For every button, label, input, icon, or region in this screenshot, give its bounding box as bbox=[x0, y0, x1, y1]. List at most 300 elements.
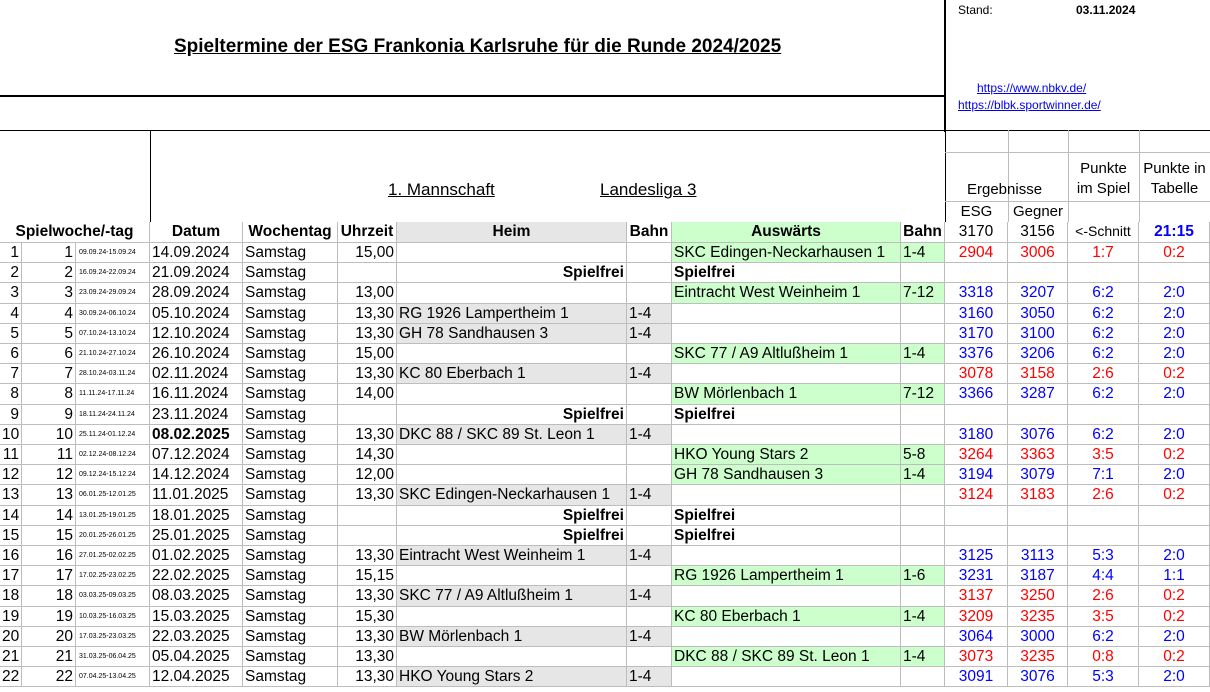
bahn-aus-cell: 7-12 bbox=[901, 283, 945, 304]
spielwoche-cell: 2 bbox=[0, 263, 22, 283]
punkte-tabelle-cell: 2:0 bbox=[1139, 465, 1210, 485]
bahn-aus-cell bbox=[901, 506, 945, 526]
week-range-cell: 07.04.25-13.04.25 bbox=[76, 667, 150, 687]
time-cell: 15,00 bbox=[338, 243, 397, 263]
esg-score-cell: 3137 bbox=[945, 586, 1008, 607]
weekday-cell: Samstag bbox=[243, 586, 338, 607]
punkte-tabelle-cell bbox=[1139, 506, 1210, 526]
bahn-heim-cell: 1-4 bbox=[627, 485, 672, 506]
auswaerts-cell: SKC 77 / A9 Altlußheim 1 bbox=[672, 344, 901, 364]
spieltag-cell: 21 bbox=[22, 647, 76, 667]
heim-cell: SKC 77 / A9 Altlußheim 1 bbox=[397, 586, 627, 607]
auswaerts-cell bbox=[672, 485, 901, 506]
spielwoche-cell: 7 bbox=[0, 364, 22, 384]
date-cell: 14.12.2024 bbox=[150, 465, 243, 485]
punkte-tabelle-line1: Punkte in bbox=[1143, 160, 1206, 177]
spielwoche-cell: 22 bbox=[0, 667, 22, 687]
punkte-spiel-cell bbox=[1068, 263, 1139, 283]
week-range-cell: 16.09.24-22.09.24 bbox=[76, 263, 150, 283]
col-spielwoche: Spielwoche/-tag bbox=[0, 222, 150, 243]
punkte-spiel-cell bbox=[1068, 405, 1139, 425]
bahn-heim-cell bbox=[627, 445, 672, 465]
heim-cell: KC 80 Eberbach 1 bbox=[397, 364, 627, 384]
week-range-cell: 09.12.24-15.12.24 bbox=[76, 465, 150, 485]
punkte-spiel-cell: 6:2 bbox=[1068, 283, 1139, 304]
esg-score-cell bbox=[945, 263, 1008, 283]
punkte-tabelle-cell bbox=[1139, 263, 1210, 283]
col-auswaerts: Auswärts bbox=[672, 222, 901, 243]
punkte-tabelle-line2: Tabelle bbox=[1150, 180, 1199, 197]
gegner-score-cell: 3000 bbox=[1008, 627, 1068, 647]
bahn-aus-cell bbox=[901, 425, 945, 445]
date-cell: 15.03.2025 bbox=[150, 607, 243, 627]
time-cell: 13,30 bbox=[338, 647, 397, 667]
spielwoche-cell: 19 bbox=[0, 607, 22, 627]
spielwoche-cell: 18 bbox=[0, 586, 22, 607]
spielwoche-cell: 15 bbox=[0, 526, 22, 546]
col-datum: Datum bbox=[150, 222, 243, 243]
weekday-cell: Samstag bbox=[243, 263, 338, 283]
punkte-spiel-cell: 5:3 bbox=[1068, 546, 1139, 566]
bahn-heim-cell: 1-4 bbox=[627, 364, 672, 384]
col-uhrzeit: Uhrzeit bbox=[338, 222, 397, 243]
spieltag-cell: 11 bbox=[22, 445, 76, 465]
punkte-spiel-cell: 6:2 bbox=[1068, 304, 1139, 324]
spielwoche-cell: 20 bbox=[0, 627, 22, 647]
auswaerts-cell bbox=[672, 324, 901, 344]
week-range-cell: 27.01.25-02.02.25 bbox=[76, 546, 150, 566]
col-wochentag: Wochentag bbox=[243, 222, 338, 243]
spieltag-cell: 20 bbox=[22, 627, 76, 647]
punkte-spiel-cell: 6:2 bbox=[1068, 384, 1139, 405]
spieltag-cell: 3 bbox=[22, 283, 76, 304]
esg-score-cell: 3064 bbox=[945, 627, 1008, 647]
gegner-score-cell bbox=[1008, 405, 1068, 425]
spieltag-cell: 22 bbox=[22, 667, 76, 687]
spielwoche-cell: 9 bbox=[0, 405, 22, 425]
heim-cell bbox=[397, 607, 627, 627]
spieltag-cell: 12 bbox=[22, 465, 76, 485]
bahn-heim-cell: 1-4 bbox=[627, 324, 672, 344]
bahn-heim-cell bbox=[627, 243, 672, 263]
auswaerts-cell: HKO Young Stars 2 bbox=[672, 445, 901, 465]
week-range-cell: 23.09.24-29.09.24 bbox=[76, 283, 150, 304]
esg-header: ESG bbox=[960, 203, 993, 220]
week-range-cell: 10.03.25-16.03.25 bbox=[76, 607, 150, 627]
heim-cell: Spielfrei bbox=[397, 263, 627, 283]
auswaerts-cell: DKC 88 / SKC 89 St. Leon 1 bbox=[672, 647, 901, 667]
time-cell: 14,00 bbox=[338, 384, 397, 405]
bahn-aus-cell: 1-4 bbox=[901, 607, 945, 627]
gegner-score-cell: 3363 bbox=[1008, 445, 1068, 465]
punkte-tabelle-cell: 0:2 bbox=[1139, 607, 1210, 627]
gegner-score-cell: 3079 bbox=[1008, 465, 1068, 485]
bahn-aus-cell bbox=[901, 405, 945, 425]
weekday-cell: Samstag bbox=[243, 485, 338, 506]
spielwoche-cell: 1 bbox=[0, 243, 22, 263]
bahn-heim-cell bbox=[627, 283, 672, 304]
punkte-tabelle-cell: 2:0 bbox=[1139, 546, 1210, 566]
date-cell: 23.11.2024 bbox=[150, 405, 243, 425]
spieltag-cell: 19 bbox=[22, 607, 76, 627]
spieltag-cell: 16 bbox=[22, 546, 76, 566]
spieltag-cell: 7 bbox=[22, 364, 76, 384]
punkte-tabelle-cell: 0:2 bbox=[1139, 647, 1210, 667]
weekday-cell: Samstag bbox=[243, 243, 338, 263]
esg-score-cell: 3091 bbox=[945, 667, 1008, 687]
time-cell: 12,00 bbox=[338, 465, 397, 485]
weekday-cell: Samstag bbox=[243, 546, 338, 566]
spielwoche-cell: 13 bbox=[0, 485, 22, 506]
bahn-heim-cell: 1-4 bbox=[627, 586, 672, 607]
gegner-score-cell: 3050 bbox=[1008, 304, 1068, 324]
time-cell: 13,30 bbox=[338, 304, 397, 324]
week-range-cell: 21.10.24-27.10.24 bbox=[76, 344, 150, 364]
spieltag-cell: 17 bbox=[22, 566, 76, 586]
bahn-aus-cell: 1-4 bbox=[901, 243, 945, 263]
week-range-cell: 06.01.25-12.01.25 bbox=[76, 485, 150, 506]
punkte-spiel-cell: 1:7 bbox=[1068, 243, 1139, 263]
weekday-cell: Samstag bbox=[243, 566, 338, 586]
bahn-aus-cell bbox=[901, 586, 945, 607]
spielwoche-cell: 5 bbox=[0, 324, 22, 344]
week-range-cell: 30.09.24-06.10.24 bbox=[76, 304, 150, 324]
esg-score-cell: 3125 bbox=[945, 546, 1008, 566]
bahn-aus-cell: 1-6 bbox=[901, 566, 945, 586]
date-cell: 22.03.2025 bbox=[150, 627, 243, 647]
heim-cell bbox=[397, 566, 627, 586]
time-cell: 13,30 bbox=[338, 324, 397, 344]
date-cell: 07.12.2024 bbox=[150, 445, 243, 465]
punkte-spiel-header bbox=[1068, 159, 1139, 199]
auswaerts-cell: GH 78 Sandhausen 3 bbox=[672, 465, 901, 485]
heim-cell: GH 78 Sandhausen 3 bbox=[397, 324, 627, 344]
time-cell: 13,00 bbox=[338, 283, 397, 304]
weekday-cell: Samstag bbox=[243, 445, 338, 465]
weekday-cell: Samstag bbox=[243, 283, 338, 304]
bahn-heim-cell bbox=[627, 526, 672, 546]
spielwoche-cell: 3 bbox=[0, 283, 22, 304]
heim-cell: Eintracht West Weinheim 1 bbox=[397, 546, 627, 566]
schnitt-label: <-Schnitt bbox=[1068, 222, 1139, 243]
heim-cell: BW Mörlenbach 1 bbox=[397, 627, 627, 647]
heim-cell bbox=[397, 243, 627, 263]
gegner-score-cell bbox=[1008, 506, 1068, 526]
stand-date: 03.11.2024 bbox=[1076, 3, 1136, 17]
heim-cell: SKC Edingen-Neckarhausen 1 bbox=[397, 485, 627, 506]
auswaerts-cell bbox=[672, 627, 901, 647]
time-cell bbox=[338, 506, 397, 526]
spieltag-cell: 2 bbox=[22, 263, 76, 283]
spielwoche-cell: 6 bbox=[0, 344, 22, 364]
date-cell: 14.09.2024 bbox=[150, 243, 243, 263]
weekday-cell: Samstag bbox=[243, 647, 338, 667]
date-cell: 12.10.2024 bbox=[150, 324, 243, 344]
gegner-score-cell: 3076 bbox=[1008, 425, 1068, 445]
heim-cell: DKC 88 / SKC 89 St. Leon 1 bbox=[397, 425, 627, 445]
punkte-spiel-cell: 2:6 bbox=[1068, 485, 1139, 506]
time-cell: 13,30 bbox=[338, 364, 397, 384]
weekday-cell: Samstag bbox=[243, 344, 338, 364]
esg-score-cell: 2904 bbox=[945, 243, 1008, 263]
bahn-heim-cell bbox=[627, 465, 672, 485]
punkte-spiel-cell: 6:2 bbox=[1068, 324, 1139, 344]
heim-cell: Spielfrei bbox=[397, 526, 627, 546]
auswaerts-cell bbox=[672, 364, 901, 384]
weekday-cell: Samstag bbox=[243, 405, 338, 425]
spieltag-cell: 4 bbox=[22, 304, 76, 324]
bahn-heim-cell: 1-4 bbox=[627, 627, 672, 647]
avg-esg: 3170 bbox=[945, 222, 1008, 243]
spielwoche-cell: 17 bbox=[0, 566, 22, 586]
esg-score-cell: 3194 bbox=[945, 465, 1008, 485]
punkte-spiel-cell: 6:2 bbox=[1068, 627, 1139, 647]
esg-score-cell: 3209 bbox=[945, 607, 1008, 627]
spieltag-cell: 1 bbox=[22, 243, 76, 263]
esg-score-cell: 3073 bbox=[945, 647, 1008, 667]
week-range-cell: 18.11.24-24.11.24 bbox=[76, 405, 150, 425]
punkte-spiel-cell: 6:2 bbox=[1068, 344, 1139, 364]
bahn-heim-cell: 1-4 bbox=[627, 546, 672, 566]
weekday-cell: Samstag bbox=[243, 465, 338, 485]
sportwinner-link[interactable]: https://blbk.sportwinner.de/ bbox=[958, 98, 1101, 112]
week-range-cell: 13.01.25-19.01.25 bbox=[76, 506, 150, 526]
punkte-tabelle-cell: 2:0 bbox=[1139, 344, 1210, 364]
punkte-tabelle-cell bbox=[1139, 405, 1210, 425]
spielwoche-cell: 12 bbox=[0, 465, 22, 485]
time-cell: 15,15 bbox=[338, 566, 397, 586]
stand-label: Stand: bbox=[958, 3, 993, 17]
bahn-aus-cell bbox=[901, 304, 945, 324]
punkte-tabelle-cell: 2:0 bbox=[1139, 304, 1210, 324]
heim-cell bbox=[397, 647, 627, 667]
weekday-cell: Samstag bbox=[243, 304, 338, 324]
punkte-tabelle-cell: 0:2 bbox=[1139, 586, 1210, 607]
auswaerts-cell bbox=[672, 304, 901, 324]
bahn-heim-cell bbox=[627, 263, 672, 283]
bahn-aus-cell bbox=[901, 485, 945, 506]
spielwoche-cell: 10 bbox=[0, 425, 22, 445]
gegner-score-cell bbox=[1008, 526, 1068, 546]
punkte-spiel-cell: 2:6 bbox=[1068, 364, 1139, 384]
week-range-cell: 17.03.25-23.03.25 bbox=[76, 627, 150, 647]
auswaerts-cell: Spielfrei bbox=[672, 405, 901, 425]
week-range-cell: 20.01.25-26.01.25 bbox=[76, 526, 150, 546]
punkte-spiel-cell bbox=[1068, 506, 1139, 526]
heim-cell: RG 1926 Lampertheim 1 bbox=[397, 304, 627, 324]
date-cell: 11.01.2025 bbox=[150, 485, 243, 506]
time-cell: 13,30 bbox=[338, 425, 397, 445]
date-cell: 26.10.2024 bbox=[150, 344, 243, 364]
punkte-tabelle-header bbox=[1139, 159, 1210, 199]
bahn-heim-cell bbox=[627, 405, 672, 425]
date-cell: 16.11.2024 bbox=[150, 384, 243, 405]
heim-cell bbox=[397, 344, 627, 364]
heim-cell bbox=[397, 283, 627, 304]
gegner-score-cell: 3187 bbox=[1008, 566, 1068, 586]
date-cell: 25.01.2025 bbox=[150, 526, 243, 546]
auswaerts-cell: BW Mörlenbach 1 bbox=[672, 384, 901, 405]
esg-score-cell bbox=[945, 405, 1008, 425]
team-name: 1. Mannschaft bbox=[388, 180, 495, 199]
gegner-score-cell: 3100 bbox=[1008, 324, 1068, 344]
bahn-aus-cell: 5-8 bbox=[901, 445, 945, 465]
spieltag-cell: 6 bbox=[22, 344, 76, 364]
spielwoche-cell: 8 bbox=[0, 384, 22, 405]
esg-score-cell bbox=[945, 506, 1008, 526]
week-range-cell: 11.11.24-17.11.24 bbox=[76, 384, 150, 405]
punkte-spiel-cell: 7:1 bbox=[1068, 465, 1139, 485]
esg-score-cell bbox=[945, 526, 1008, 546]
week-range-cell: 03.03.25-09.03.25 bbox=[76, 586, 150, 607]
week-range-cell: 09.09.24-15.09.24 bbox=[76, 243, 150, 263]
bahn-aus-cell: 1-4 bbox=[901, 344, 945, 364]
gegner-score-cell: 3158 bbox=[1008, 364, 1068, 384]
esg-score-cell: 3160 bbox=[945, 304, 1008, 324]
week-range-cell: 07.10.24-13.10.24 bbox=[76, 324, 150, 344]
auswaerts-cell: Eintracht West Weinheim 1 bbox=[672, 283, 901, 304]
weekday-cell: Samstag bbox=[243, 607, 338, 627]
auswaerts-cell: KC 80 Eberbach 1 bbox=[672, 607, 901, 627]
spieltag-cell: 13 bbox=[22, 485, 76, 506]
auswaerts-cell bbox=[672, 667, 901, 687]
bahn-aus-cell: 1-4 bbox=[901, 465, 945, 485]
date-cell: 05.10.2024 bbox=[150, 304, 243, 324]
bahn-aus-cell bbox=[901, 324, 945, 344]
time-cell: 15,00 bbox=[338, 344, 397, 364]
bahn-aus-cell: 7-12 bbox=[901, 384, 945, 405]
punkte-spiel-cell: 4:4 bbox=[1068, 566, 1139, 586]
spieltag-cell: 9 bbox=[22, 405, 76, 425]
weekday-cell: Samstag bbox=[243, 667, 338, 687]
punkte-tabelle-cell bbox=[1139, 526, 1210, 546]
bahn-heim-cell: 1-4 bbox=[627, 667, 672, 687]
gegner-score-cell: 3250 bbox=[1008, 586, 1068, 607]
esg-score-cell: 3231 bbox=[945, 566, 1008, 586]
time-cell: 13,30 bbox=[338, 667, 397, 687]
punkte-spiel-cell: 5:3 bbox=[1068, 667, 1139, 687]
date-cell: 28.09.2024 bbox=[150, 283, 243, 304]
auswaerts-cell bbox=[672, 546, 901, 566]
punkte-tabelle-cell: 0:2 bbox=[1139, 364, 1210, 384]
col-heim: Heim bbox=[397, 222, 627, 243]
nbkv-link[interactable]: https://www.nbkv.de/ bbox=[977, 81, 1087, 95]
spieltag-cell: 5 bbox=[22, 324, 76, 344]
date-cell: 05.04.2025 bbox=[150, 647, 243, 667]
spieltag-cell: 14 bbox=[22, 506, 76, 526]
bahn-heim-cell bbox=[627, 647, 672, 667]
time-cell: 13,30 bbox=[338, 586, 397, 607]
auswaerts-cell bbox=[672, 586, 901, 607]
league-name: Landesliga 3 bbox=[600, 180, 697, 199]
spieltag-cell: 15 bbox=[22, 526, 76, 546]
heim-cell bbox=[397, 465, 627, 485]
gegner-score-cell: 3183 bbox=[1008, 485, 1068, 506]
date-cell: 22.02.2025 bbox=[150, 566, 243, 586]
gegner-score-cell: 3006 bbox=[1008, 243, 1068, 263]
punkte-spiel-cell: 3:5 bbox=[1068, 607, 1139, 627]
date-cell: 12.04.2025 bbox=[150, 667, 243, 687]
ergebnisse-header: Ergebnisse bbox=[967, 181, 1043, 198]
spieltag-cell: 10 bbox=[22, 425, 76, 445]
weekday-cell: Samstag bbox=[243, 364, 338, 384]
gegner-score-cell bbox=[1008, 263, 1068, 283]
gegner-header: Gegner bbox=[1012, 203, 1064, 220]
time-cell bbox=[338, 405, 397, 425]
time-cell: 13,30 bbox=[338, 485, 397, 506]
punkte-spiel-line1: Punkte bbox=[1080, 160, 1127, 177]
spielwoche-cell: 4 bbox=[0, 304, 22, 324]
bahn-heim-cell bbox=[627, 566, 672, 586]
punkte-tabelle-cell: 2:0 bbox=[1139, 627, 1210, 647]
spielwoche-cell: 14 bbox=[0, 506, 22, 526]
time-cell: 13,30 bbox=[338, 546, 397, 566]
gegner-score-cell: 3235 bbox=[1008, 647, 1068, 667]
punkte-tabelle-cell: 2:0 bbox=[1139, 667, 1210, 687]
punkte-spiel-cell: 0:8 bbox=[1068, 647, 1139, 667]
punkte-spiel-cell: 3:5 bbox=[1068, 445, 1139, 465]
date-cell: 02.11.2024 bbox=[150, 364, 243, 384]
punkte-tabelle-cell: 2:0 bbox=[1139, 425, 1210, 445]
time-cell bbox=[338, 526, 397, 546]
punkte-tabelle-cell: 2:0 bbox=[1139, 283, 1210, 304]
punkte-tabelle-cell: 0:2 bbox=[1139, 445, 1210, 465]
gegner-score-cell: 3235 bbox=[1008, 607, 1068, 627]
heim-cell bbox=[397, 384, 627, 405]
esg-score-cell: 3078 bbox=[945, 364, 1008, 384]
auswaerts-cell: RG 1926 Lampertheim 1 bbox=[672, 566, 901, 586]
date-cell: 08.03.2025 bbox=[150, 586, 243, 607]
col-bahn-aus: Bahn bbox=[901, 222, 945, 243]
esg-score-cell: 3264 bbox=[945, 445, 1008, 465]
total-points: 21:15 bbox=[1139, 222, 1210, 243]
auswaerts-cell: SKC Edingen-Neckarhausen 1 bbox=[672, 243, 901, 263]
esg-score-cell: 3318 bbox=[945, 283, 1008, 304]
bahn-heim-cell bbox=[627, 344, 672, 364]
spielwoche-cell: 21 bbox=[0, 647, 22, 667]
heim-cell bbox=[397, 445, 627, 465]
gegner-score-cell: 3076 bbox=[1008, 667, 1068, 687]
date-cell: 18.01.2025 bbox=[150, 506, 243, 526]
auswaerts-cell bbox=[672, 425, 901, 445]
esg-score-cell: 3124 bbox=[945, 485, 1008, 506]
bahn-aus-cell bbox=[901, 667, 945, 687]
weekday-cell: Samstag bbox=[243, 324, 338, 344]
bahn-aus-cell: 1-4 bbox=[901, 647, 945, 667]
week-range-cell: 17.02.25-23.02.25 bbox=[76, 566, 150, 586]
auswaerts-cell: Spielfrei bbox=[672, 526, 901, 546]
bahn-heim-cell: 1-4 bbox=[627, 425, 672, 445]
gegner-score-cell: 3206 bbox=[1008, 344, 1068, 364]
bahn-heim-cell bbox=[627, 384, 672, 405]
avg-gegner: 3156 bbox=[1008, 222, 1068, 243]
punkte-tabelle-cell: 0:2 bbox=[1139, 485, 1210, 506]
col-bahn-heim: Bahn bbox=[627, 222, 672, 243]
page-title: Spieltermine der ESG Frankonia Karlsruhe für die Runde 2024/2025 bbox=[174, 36, 782, 57]
weekday-cell: Samstag bbox=[243, 384, 338, 405]
punkte-tabelle-cell: 2:0 bbox=[1139, 324, 1210, 344]
bahn-heim-cell bbox=[627, 607, 672, 627]
punkte-tabelle-cell: 0:2 bbox=[1139, 243, 1210, 263]
gegner-score-cell: 3207 bbox=[1008, 283, 1068, 304]
weekday-cell: Samstag bbox=[243, 627, 338, 647]
esg-score-cell: 3170 bbox=[945, 324, 1008, 344]
time-cell: 13,30 bbox=[338, 627, 397, 647]
weekday-cell: Samstag bbox=[243, 506, 338, 526]
punkte-tabelle-cell: 2:0 bbox=[1139, 384, 1210, 405]
spieltag-cell: 18 bbox=[22, 586, 76, 607]
time-cell: 15,30 bbox=[338, 607, 397, 627]
